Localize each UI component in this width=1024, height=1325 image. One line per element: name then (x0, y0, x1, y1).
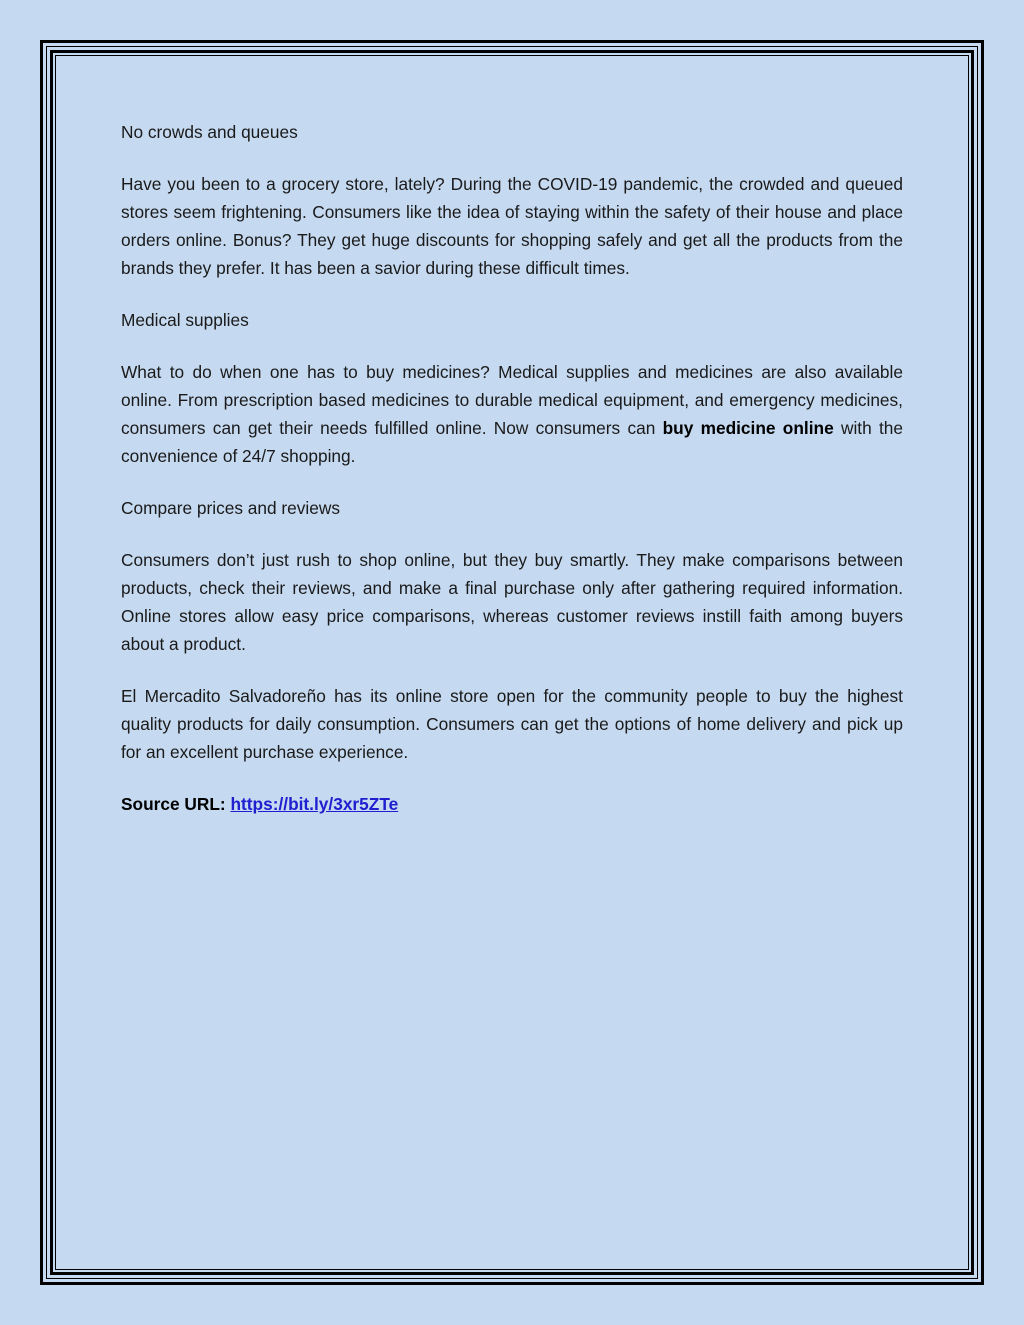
medical-text-before: What to do when one has to buy medicines? Medical supplies and medicines are also available online. From prescription based medicines to durable medical equipment, and emergency medicines, consumers can get their needs fulfilled online. Now consumers can (121, 362, 903, 438)
medical-bold-phrase: buy medicine online (662, 418, 834, 438)
section-body-crowds: Have you been to a grocery store, lately? During the COVID-19 pandemic, the crowded and queued stores seem frightening. Consumers like the idea of staying within the safety of their house and place orders online. Bonus? They get huge discounts for shopping safely and get all the products from the brands they prefer. It has been a savior during these difficult times. (121, 174, 903, 278)
closing-paragraph: El Mercadito Salvadoreño has its online store open for the community people to buy the highest quality products for daily consumption. Consumers can get the options of home delivery and pick up for an excellent purchase experience. (121, 686, 903, 762)
section-body-medical (121, 358, 903, 470)
medical-text-after: with the convenience of 24/7 shopping. (121, 418, 904, 466)
section-body-compare: Consumers don’t just rush to shop online, but they buy smartly. They make comparisons between products, check their reviews, and make a final purchase only after gathering required information. Online stores allow easy price comparisons, whereas customer reviews instill faith among buyers about a product. (121, 550, 903, 654)
source-label: Source URL: (121, 794, 226, 814)
section-heading-crowds: No crowds and queues (121, 122, 298, 142)
source-url-link[interactable]: https://bit.ly/3xr5ZTe (230, 794, 399, 814)
source-line (121, 790, 903, 818)
section-heading-medical: Medical supplies (121, 310, 249, 330)
section-heading-compare: Compare prices and reviews (121, 498, 340, 518)
document-content (121, 118, 903, 842)
